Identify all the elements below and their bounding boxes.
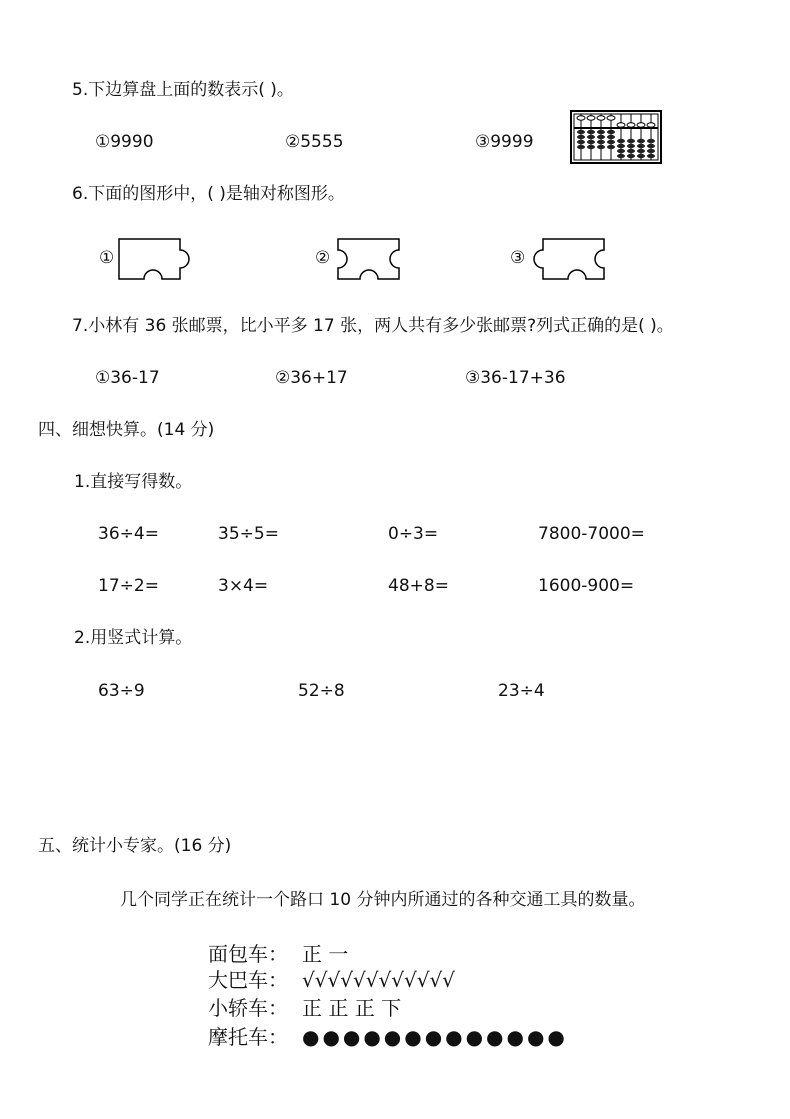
q6-label-2: ② [315,248,331,268]
section4-sub2: 2.用竖式计算。 [74,628,193,648]
calc-r2-c1: 17÷2= [98,576,159,596]
q6-stem: 6.下面的图形中，( )是轴对称图形。 [72,184,345,204]
calc-r2-c4: 1600-900= [538,576,635,596]
q5-option-1: ①9990 [95,132,154,152]
tally-label: 面包车： [208,942,288,966]
vertical-calc-3: 23÷4 [498,681,545,701]
tally-row-car [208,996,401,1020]
tally-label: 小轿车： [208,996,288,1020]
tally-label: 摩托车： [208,1025,288,1049]
abacus-image [570,110,662,164]
calc-r2-c2: 3×4= [218,576,269,596]
section5-intro: 几个同学正在统计一个路口 10 分钟内所通过的各种交通工具的数量。 [120,890,646,910]
q5-option-3: ③9999 [475,132,534,152]
puzzle-shape-3 [542,238,608,280]
vertical-calc-2: 52÷8 [298,681,345,701]
section5-title: 五、统计小专家。(16 分) [38,836,232,856]
tally-marks: √√√√√√√√√√√√ [302,968,455,992]
tally-row-van [208,942,348,966]
section4-sub1: 1.直接写得数。 [74,472,193,492]
section4-title: 四、细想快算。(14 分) [38,420,215,440]
q6-label-1: ① [99,248,115,268]
calc-r1-c3: 0÷3= [388,524,439,544]
q7-option-1: ①36-17 [95,368,160,388]
q7-option-2: ②36+17 [275,368,348,388]
puzzle-shape-2 [337,238,403,280]
vertical-calc-1: 63÷9 [98,681,145,701]
q5-stem: 5.下边算盘上面的数表示( )。 [72,80,294,100]
calc-r1-c1: 36÷4= [98,524,159,544]
calc-r1-c4: 7800-7000= [538,524,645,544]
puzzle-shape-1 [118,238,208,280]
q5-option-2: ②5555 [285,132,344,152]
tally-marks: 正 正 正 下 [302,996,402,1020]
tally-label: 大巴车： [208,968,288,992]
calc-r2-c3: 48+8= [388,576,449,596]
q6-label-3: ③ [510,248,526,268]
tally-marks: 正 一 [302,942,349,966]
tally-row-bus [208,968,455,992]
q7-option-3: ③36-17+36 [465,368,566,388]
calc-r1-c2: 35÷5= [218,524,279,544]
q7-stem: 7.小林有 36 张邮票，比小平多 17 张，两人共有多少张邮票?列式正确的是( )。 [72,316,674,336]
tally-marks: ●●●●●●●●●●●●● [302,1025,568,1049]
tally-row-motorcycle [208,1025,568,1049]
